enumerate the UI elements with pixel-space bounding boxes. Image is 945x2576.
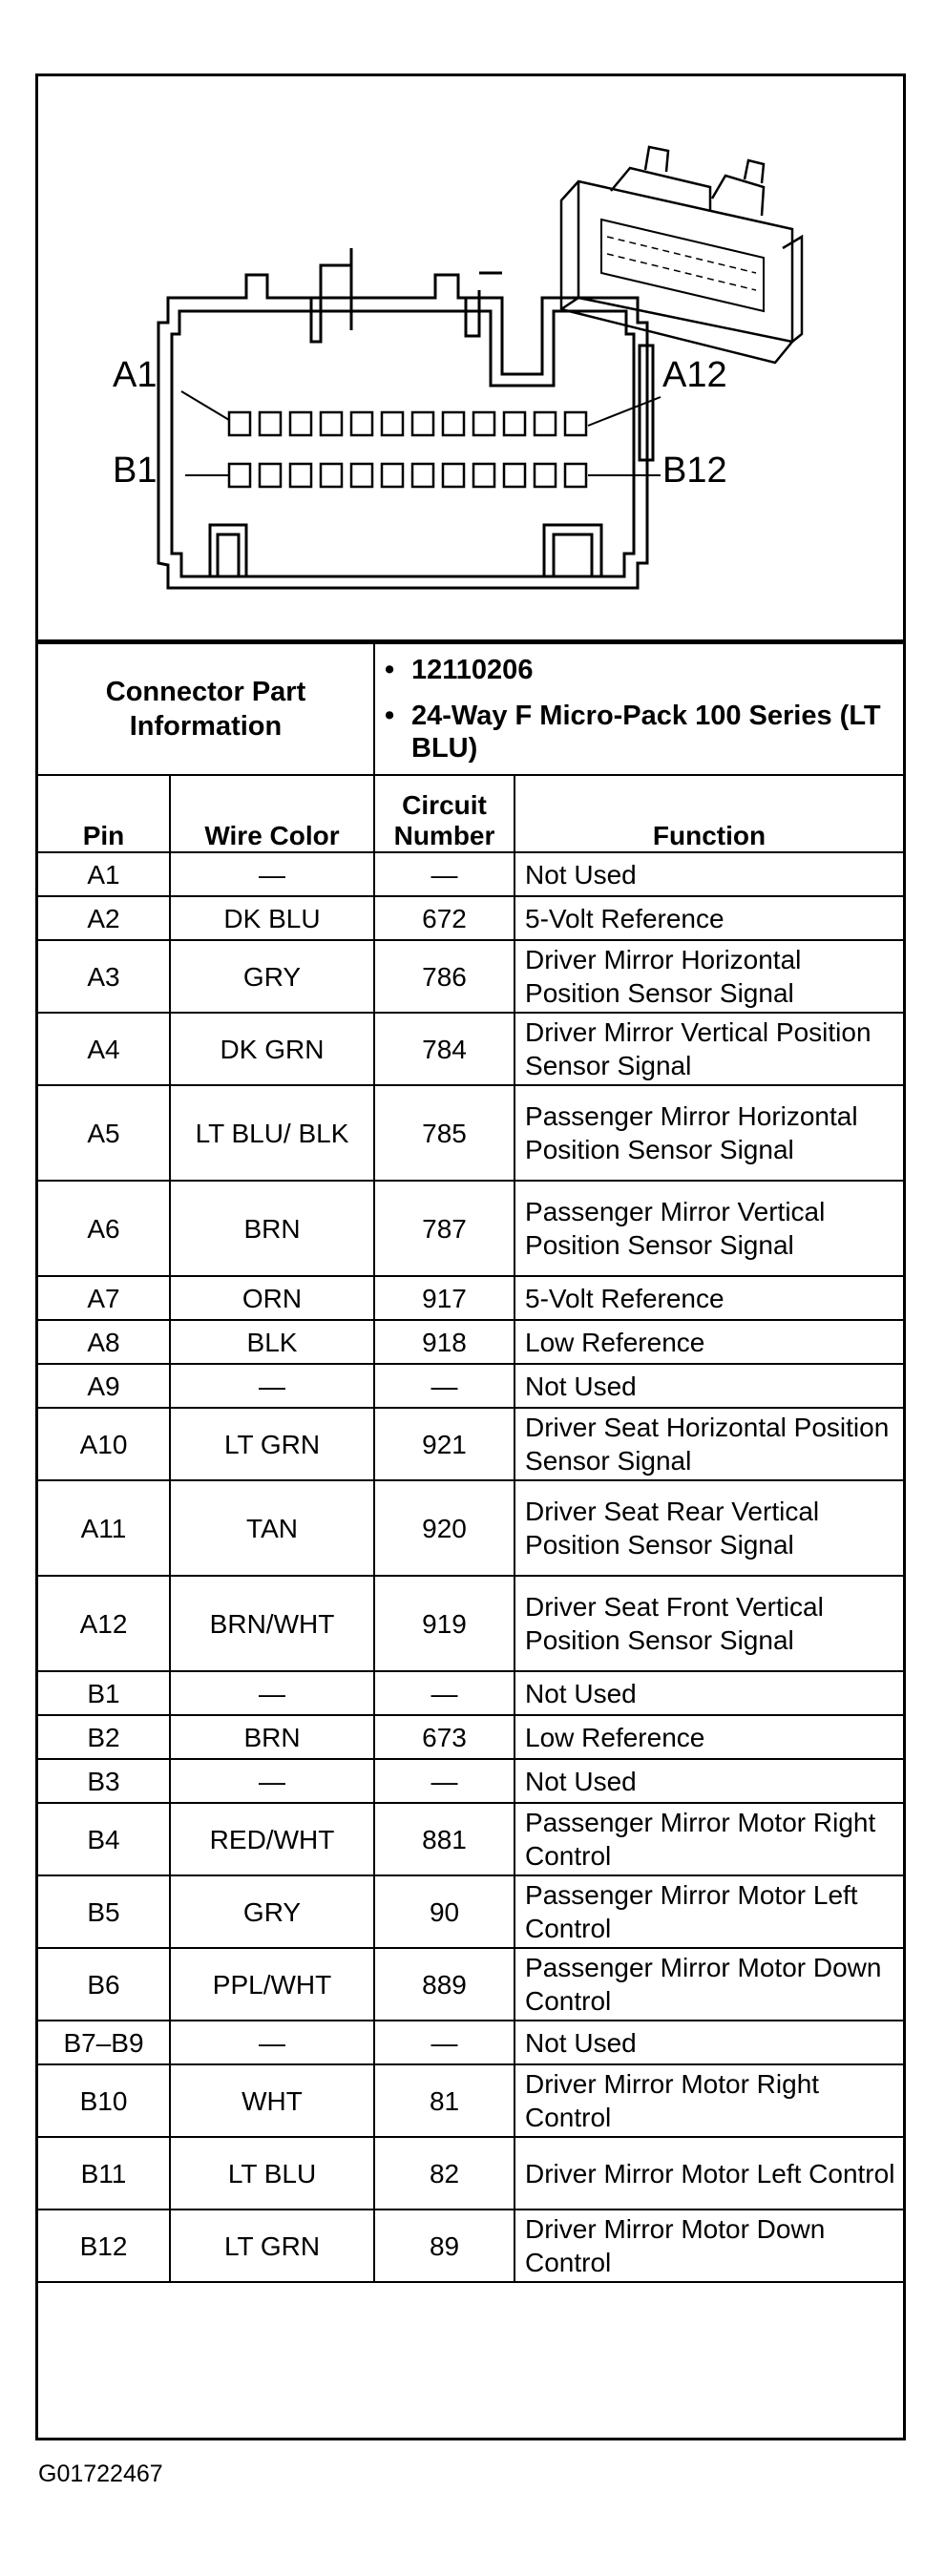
function-cell: Passenger Mirror Vertical Position Sensor Signal xyxy=(514,1181,903,1276)
header-function: Function xyxy=(514,775,903,852)
pin-cell: B2 xyxy=(38,1715,170,1759)
circuit-number-cell: 673 xyxy=(374,1715,514,1759)
function-cell: Not Used xyxy=(514,1364,903,1408)
table-row xyxy=(38,1480,903,1576)
table-row xyxy=(38,1085,903,1181)
housing-inner xyxy=(172,311,634,576)
wire-color-cell: — xyxy=(170,1364,374,1408)
latch-left xyxy=(311,248,351,342)
function-cell: 5-Volt Reference xyxy=(514,896,903,940)
circuit-number-cell: — xyxy=(374,2021,514,2064)
pin-cell: A9 xyxy=(38,1364,170,1408)
table-row xyxy=(38,1364,903,1408)
circuit-number-cell: 786 xyxy=(374,940,514,1013)
circuit-number-cell: 787 xyxy=(374,1181,514,1276)
table-row xyxy=(38,1759,903,1803)
leader-a12 xyxy=(588,397,661,426)
pin-cell: B6 xyxy=(38,1948,170,2021)
wire-color-cell: TAN xyxy=(170,1480,374,1576)
circuit-number-cell: 784 xyxy=(374,1013,514,1085)
pin-label-a12: A12 xyxy=(662,355,727,395)
connector-face-drawing xyxy=(38,76,903,639)
pin-cell: A12 xyxy=(38,1576,170,1671)
connector-end-view-sheet xyxy=(35,73,906,2440)
wire-color-cell: WHT xyxy=(170,2064,374,2137)
wire-color-cell: LT BLU/ BLK xyxy=(170,1085,374,1181)
table-row xyxy=(38,940,903,1013)
part-info-values xyxy=(374,643,903,775)
wire-color-cell: BLK xyxy=(170,1320,374,1364)
pin-cell: B3 xyxy=(38,1759,170,1803)
function-cell: Not Used xyxy=(514,1759,903,1803)
wire-color-cell: LT BLU xyxy=(170,2137,374,2209)
wire-color-cell: BRN xyxy=(170,1715,374,1759)
connector-part-information-row xyxy=(38,643,903,775)
table-row xyxy=(38,1715,903,1759)
wire-color-cell: BRN xyxy=(170,1181,374,1276)
pin-cell: B4 xyxy=(38,1803,170,1875)
circuit-number-cell: 919 xyxy=(374,1576,514,1671)
pin-cell: A10 xyxy=(38,1408,170,1480)
pin-cell: A11 xyxy=(38,1480,170,1576)
circuit-number-cell: 672 xyxy=(374,896,514,940)
pin-cell: A4 xyxy=(38,1013,170,1085)
circuit-number-cell: 89 xyxy=(374,2209,514,2282)
cavity-row-a xyxy=(229,412,586,435)
pin-cell: B7–B9 xyxy=(38,2021,170,2064)
circuit-number-cell: — xyxy=(374,1364,514,1408)
part-number: • 12110206 xyxy=(385,655,534,685)
wire-color-cell: DK BLU xyxy=(170,896,374,940)
table-row xyxy=(38,1671,903,1715)
function-cell: Not Used xyxy=(514,2021,903,2064)
circuit-number-cell: 921 xyxy=(374,1408,514,1480)
connector-isometric-thumbnail xyxy=(561,147,802,363)
pin-cell: A7 xyxy=(38,1276,170,1320)
pin-label-b12: B12 xyxy=(662,450,727,491)
function-cell: Passenger Mirror Horizontal Position Sensor Signal xyxy=(514,1085,903,1181)
cavity-row-b xyxy=(229,464,586,487)
pin-label-a1: A1 xyxy=(113,355,158,395)
function-cell: Passenger Mirror Motor Left Control xyxy=(514,1875,903,1948)
function-cell: Driver Mirror Motor Right Control xyxy=(514,2064,903,2137)
pin-cell: A6 xyxy=(38,1181,170,1276)
wire-color-cell: RED/WHT xyxy=(170,1803,374,1875)
latch-right xyxy=(466,273,502,336)
pin-cell: A8 xyxy=(38,1320,170,1364)
table-row xyxy=(38,1408,903,1480)
function-cell: 5-Volt Reference xyxy=(514,1276,903,1320)
table-row xyxy=(38,2064,903,2137)
circuit-number-cell: 90 xyxy=(374,1875,514,1948)
pin-cell: B10 xyxy=(38,2064,170,2137)
foot-right xyxy=(544,525,601,576)
table-row xyxy=(38,1181,903,1276)
pin-cell: A3 xyxy=(38,940,170,1013)
circuit-number-cell: 81 xyxy=(374,2064,514,2137)
function-cell: Passenger Mirror Motor Down Control xyxy=(514,1948,903,2021)
table-row xyxy=(38,1576,903,1671)
leader-a1 xyxy=(181,391,229,420)
table-row xyxy=(38,896,903,940)
function-cell: Not Used xyxy=(514,852,903,896)
foot-left xyxy=(210,525,246,576)
circuit-number-cell: 918 xyxy=(374,1320,514,1364)
function-cell: Driver Mirror Motor Down Control xyxy=(514,2209,903,2282)
pin-cell: B5 xyxy=(38,1875,170,1948)
table-header-row xyxy=(38,775,903,852)
circuit-number-cell: 82 xyxy=(374,2137,514,2209)
connector-description: • 24-Way F Micro-Pack 100 Series (LT BLU) xyxy=(385,701,881,764)
circuit-number-cell: 920 xyxy=(374,1480,514,1576)
circuit-number-cell: 785 xyxy=(374,1085,514,1181)
function-cell: Driver Mirror Vertical Position Sensor Signal xyxy=(514,1013,903,1085)
wire-color-cell: — xyxy=(170,1759,374,1803)
part-info-label: Connector Part Information xyxy=(38,643,374,775)
function-cell: Driver Mirror Horizontal Position Sensor Signal xyxy=(514,940,903,1013)
wire-color-cell: — xyxy=(170,852,374,896)
wire-color-cell: PPL/WHT xyxy=(170,1948,374,2021)
function-cell: Low Reference xyxy=(514,1715,903,1759)
pin-cell: B1 xyxy=(38,1671,170,1715)
table-row xyxy=(38,1948,903,2021)
table-row xyxy=(38,1875,903,1948)
circuit-number-cell: — xyxy=(374,852,514,896)
wire-color-cell: BRN/WHT xyxy=(170,1576,374,1671)
pin-cell: B12 xyxy=(38,2209,170,2282)
table-row xyxy=(38,1013,903,1085)
header-pin: Pin xyxy=(38,775,170,852)
wire-color-cell: ORN xyxy=(170,1276,374,1320)
figure-id: G01722467 xyxy=(38,2461,163,2487)
pin-cell: B11 xyxy=(38,2137,170,2209)
table-row xyxy=(38,1803,903,1875)
wire-color-cell: LT GRN xyxy=(170,2209,374,2282)
wire-color-cell: LT GRN xyxy=(170,1408,374,1480)
pin-label-b1: B1 xyxy=(113,450,158,491)
function-cell: Passenger Mirror Motor Right Control xyxy=(514,1803,903,1875)
table-row xyxy=(38,1320,903,1364)
pin-cell: A5 xyxy=(38,1085,170,1181)
connector-pinout-table xyxy=(38,642,903,2283)
circuit-number-cell: — xyxy=(374,1671,514,1715)
circuit-number-cell: 889 xyxy=(374,1948,514,2021)
connector-illustration xyxy=(38,76,903,642)
table-row xyxy=(38,852,903,896)
wire-color-cell: — xyxy=(170,1671,374,1715)
wire-color-cell: DK GRN xyxy=(170,1013,374,1085)
wire-color-cell: GRY xyxy=(170,1875,374,1948)
table-row xyxy=(38,2137,903,2209)
header-wire-color: Wire Color xyxy=(170,775,374,852)
pin-cell: A2 xyxy=(38,896,170,940)
wire-color-cell: — xyxy=(170,2021,374,2064)
table-row xyxy=(38,2209,903,2282)
header-circuit-number: Circuit Number xyxy=(374,775,514,852)
wire-color-cell: GRY xyxy=(170,940,374,1013)
function-cell: Driver Seat Rear Vertical Position Sensor Signal xyxy=(514,1480,903,1576)
function-cell: Low Reference xyxy=(514,1320,903,1364)
circuit-number-cell: 917 xyxy=(374,1276,514,1320)
circuit-number-cell: — xyxy=(374,1759,514,1803)
table-row xyxy=(38,1276,903,1320)
function-cell: Driver Mirror Motor Left Control xyxy=(514,2137,903,2209)
function-cell: Driver Seat Horizontal Position Sensor Signal xyxy=(514,1408,903,1480)
pin-cell: A1 xyxy=(38,852,170,896)
function-cell: Not Used xyxy=(514,1671,903,1715)
function-cell: Driver Seat Front Vertical Position Sensor Signal xyxy=(514,1576,903,1671)
table-row xyxy=(38,2021,903,2064)
circuit-number-cell: 881 xyxy=(374,1803,514,1875)
